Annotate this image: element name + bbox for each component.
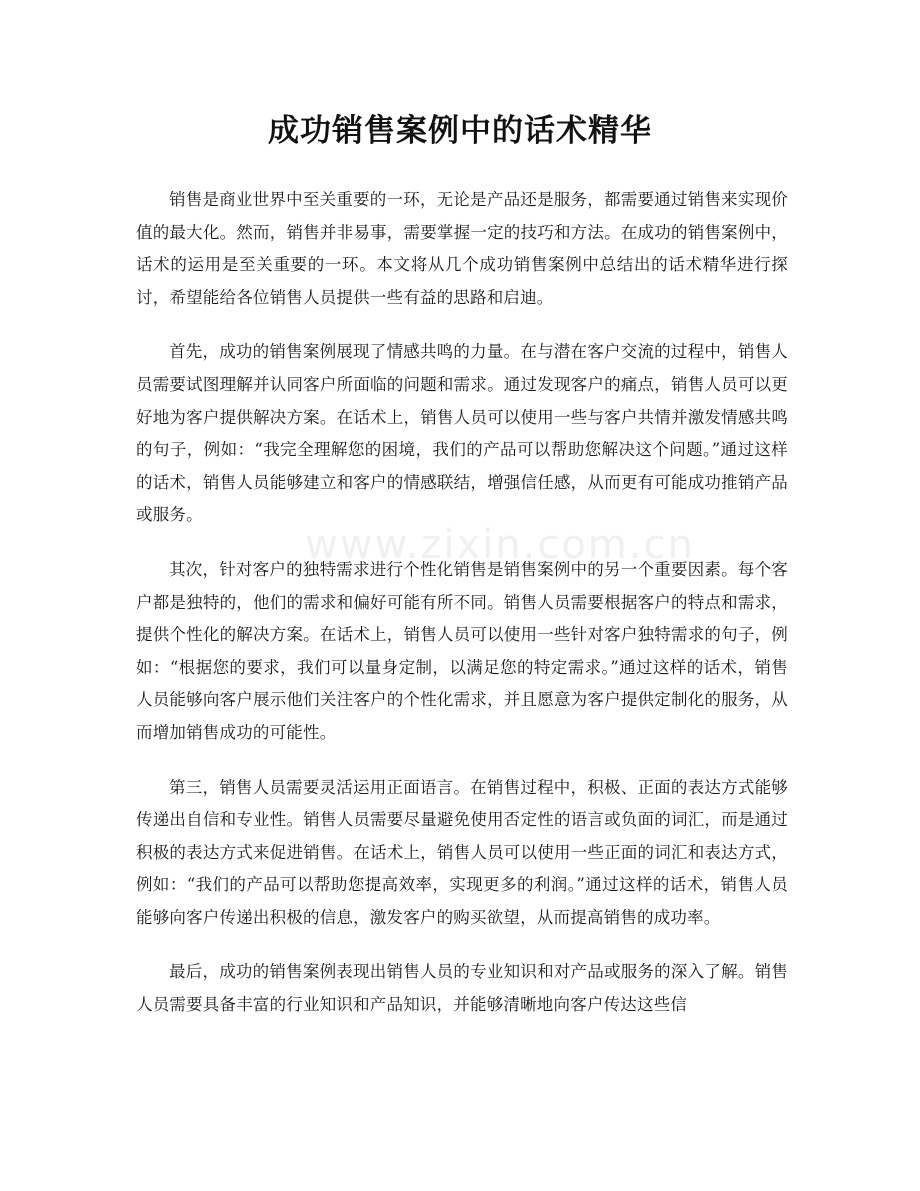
paragraph-intro: 销售是商业世界中至关重要的一环，无论是产品还是服务，都需要通过销售来实现价值的最大化。然而，销售并非易事，需要掌握一定的技巧和方法。在成功的销售案例中，话术的运用是至关重要的一环。本文将从几个成功销售案例中总结出的话术精华进行探讨，希望能给各位销售人员提供一些有益的思路和启迪。	[136, 190, 788, 307]
paragraph-professional-knowledge: 最后，成功的销售案例表现出销售人员的专业知识和对产品或服务的深入了解。销售人员需要具备丰富的行业知识和产品知识，并能够清晰地向客户传达这些信	[136, 962, 788, 1015]
paragraph-emotional-resonance: 首先，成功的销售案例展现了情感共鸣的力量。在与潜在客户交流的过程中，销售人员需要试图理解并认同客户所面临的问题和需求。通过发现客户的痛点，销售人员可以更好地为客户提供解决方案。在话术上，销售人员可以使用一些与客户共情并激发情感共鸣的句子，例如：“我完全理解您的困境，我们的产品可以帮助您解决这个问题。”通过这样的话术，销售人员能够建立和客户的情感联结，增强信任感，从而更有可能成功推销产品或服务。	[136, 342, 788, 525]
paragraph-positive-language: 第三，销售人员需要灵活运用正面语言。在销售过程中，积极、正面的表达方式能够传递出自信和专业性。销售人员需要尽量避免使用否定性的语言或负面的词汇，而是通过积极的表达方式来促进销售。在话术上，销售人员可以使用一些正面的词汇和表达方式，例如：“我们的产品可以帮助您提高效率，实现更多的利润。”通过这样的话术，销售人员能够向客户传递出积极的信息，激发客户的购买欲望，从而提高销售的成功率。	[136, 777, 788, 927]
paragraph-personalized-sales: 其次，针对客户的独特需求进行个性化销售是销售案例中的另一个重要因素。每个客户都是独特的，他们的需求和偏好可能有所不同。销售人员需要根据客户的特点和需求，提供个性化的解决方案。在话术上，销售人员可以使用一些针对客户独特需求的句子，例如：“根据您的要求，我们可以量身定制，以满足您的特定需求。”通过这样的话术，销售人员能够向客户展示他们关注客户的个性化需求，并且愿意为客户提供定制化的服务，从而增加销售成功的可能性。	[136, 559, 788, 742]
document-body	[136, 184, 788, 1044]
watermark: www.zixin.com.cn	[305, 522, 695, 568]
document-title: 成功销售案例中的话术精华	[268, 113, 652, 149]
